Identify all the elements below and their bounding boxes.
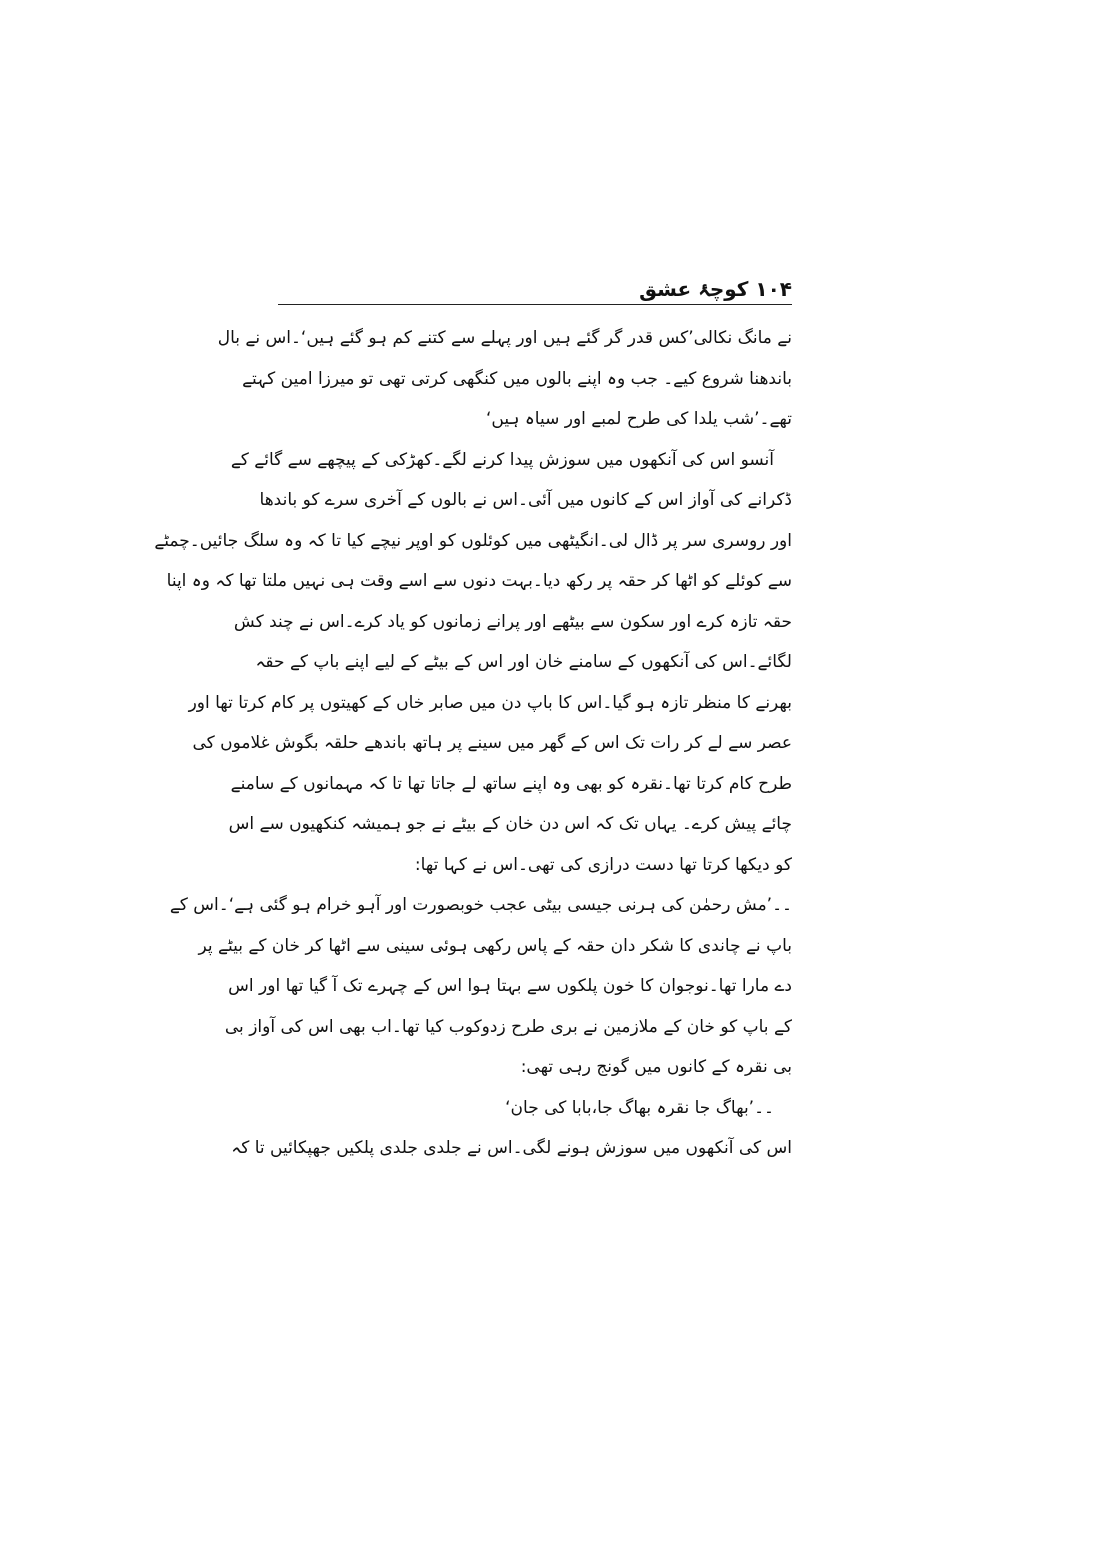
body-text	[154, 318, 792, 1169]
text-line-16: باپ نے چاندی کا شکر دان حقہ کے پاس رکھی ہوئی سینی سے اٹھا کر خان کے بیٹے پر	[198, 935, 792, 956]
text-line-5: ڈکرانے کی آواز اس کے کانوں میں آئی۔اس نے بالوں کے آخری سرے کو باندھا	[259, 490, 792, 510]
text-line-2: باندھنا شروع کیے۔ جب وہ اپنے بالوں میں کنگھی کرتی تھی تو میرزا امین کہتے	[242, 368, 792, 389]
text-line-1: نے مانگ نکالی’کس قدر گر گئے ہیں اور پہلے سے کتنے کم ہو گئے ہیں‘۔اس نے بال	[217, 328, 792, 348]
text-line-4: آنسو اس کی آنکھوں میں سوزش پیدا کرنے لگے۔کھڑکی کے پیچھے سے گائے کے	[230, 449, 774, 470]
text-line-18: کے باپ کو خان کے ملازمین نے بری طرح زدوکوب کیا تھا۔اب بھی اس کی آواز بی	[224, 1016, 792, 1037]
text-line-8: حقہ تازہ کرے اور سکون سے بیٹھے اور پرانے زمانوں کو یاد کرے۔اس نے چند کش	[233, 611, 792, 632]
text-line-10: بھرنے کا منظر تازہ ہو گیا۔اس کا باپ دن میں صابر خاں کے کھیتوں پر کام کرتا تھا اور	[188, 692, 792, 713]
text-line-7: سے کوئلے کو اٹھا کر حقہ پر رکھ دیا۔بہت دنوں سے اسے وقت ہی نہیں ملتا تھا کہ وہ اپنا	[166, 571, 792, 591]
page-header	[278, 276, 792, 306]
text-line-13: چائے پیش کرے۔ یہاں تک کہ اس دن خان کے بیٹے نے جو ہمیشہ کنکھیوں سے اس	[228, 814, 792, 834]
text-line-20: ۔۔’بھاگ جا نقرہ بھاگ جا،بابا کی جان‘	[505, 1097, 774, 1118]
text-line-11: عصر سے لے کر رات تک اس کے گھر میں سینے پر ہاتھ باندھے حلقہ بگوش غلاموں کی	[192, 733, 792, 753]
text-line-14: کو دیکھا کرتا تھا دست درازی کی تھی۔اس نے کہا تھا:	[414, 854, 792, 875]
header-rule	[278, 304, 792, 305]
text-line-15: ۔۔’مش رحمٰن کی ہرنی جیسی بیٹی عجب خوبصورت اور آہو خرام ہو گئی ہے‘۔اس کے	[169, 895, 792, 915]
text-line-12: طرح کام کرتا تھا۔نقرہ کو بھی وہ اپنے ساتھ لے جاتا تھا تا کہ مہمانوں کے سامنے	[230, 773, 792, 794]
text-line-3: تھے۔’شب یلدا کی طرح لمبے اور سیاہ ہیں‘	[486, 409, 792, 429]
text-line-6: اور روسری سر پر ڈال لی۔انگیٹھی میں کوئلوں کو اوپر نیچے کیا تا کہ وہ سلگ جائیں۔چمٹے	[154, 530, 792, 551]
text-line-17: دے مارا تھا۔نوجوان کا خون پلکوں سے بہتا ہوا اس کے چہرے تک آ گیا تھا اور اس	[228, 976, 792, 996]
text-line-21: اس کی آنکھوں میں سوزش ہونے لگی۔اس نے جلدی جلدی پلکیں جھپکائیں تا کہ	[231, 1138, 792, 1158]
text-line-9: لگائے۔اس کی آنکھوں کے سامنے خان اور اس کے بیٹے کے لیے اپنے باپ کے حقہ	[255, 652, 792, 672]
page-number-and-title: ۱۰۴ کوچۂ عشق	[639, 277, 792, 301]
text-line-19: بی نقرہ کے کانوں میں گونج رہی تھی:	[520, 1057, 792, 1077]
